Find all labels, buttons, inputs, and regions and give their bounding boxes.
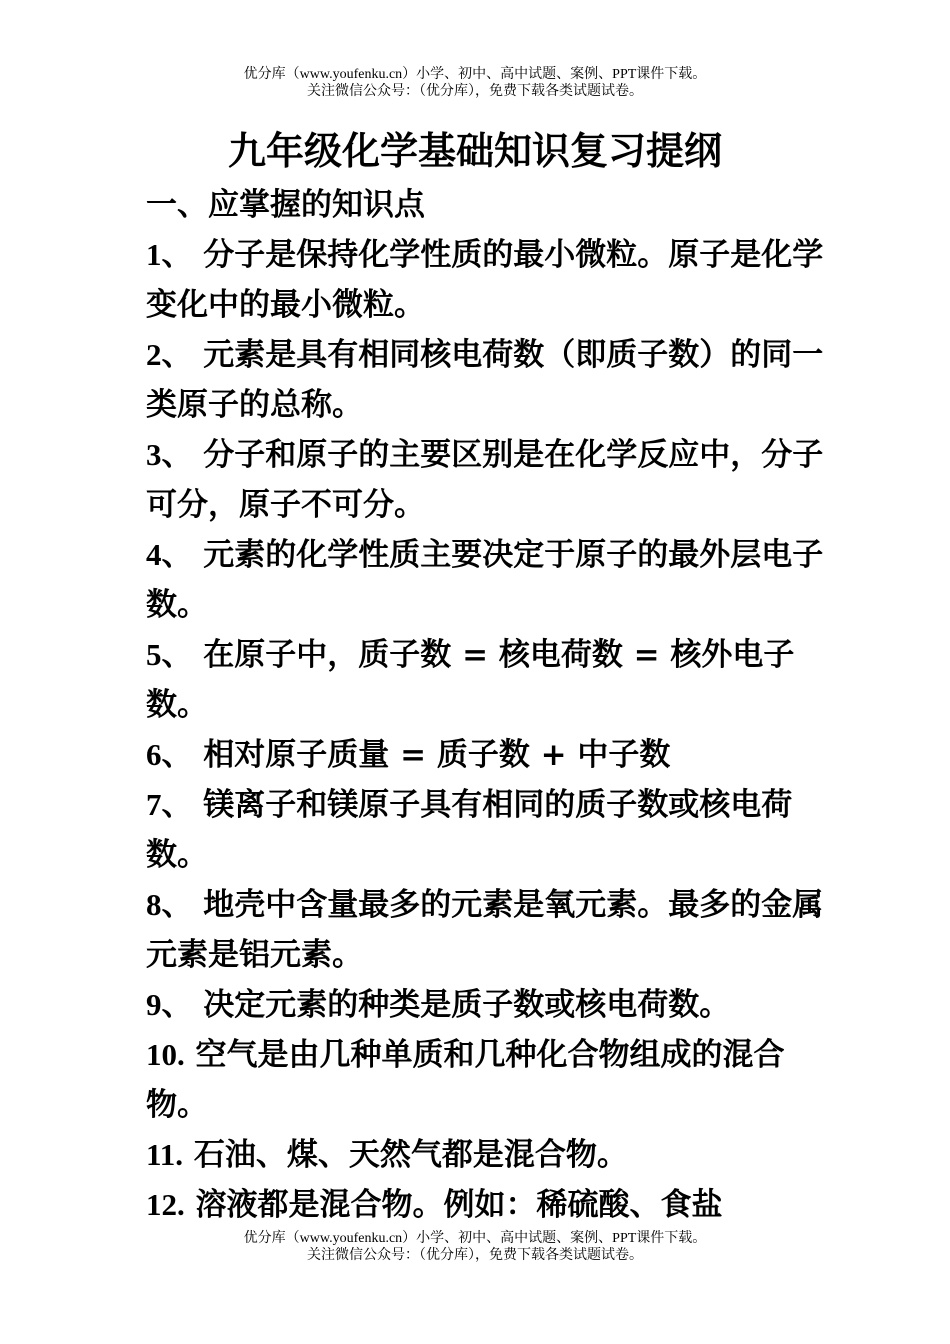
list-item: [146, 980, 836, 1030]
item-text: 元素的化学性质主要决定于原子的最外层电子数。: [146, 537, 824, 623]
item-number: 9、: [146, 987, 193, 1022]
item-number: 8、: [146, 887, 193, 922]
section-heading: 一、应掌握的知识点: [146, 187, 425, 223]
item-text: 分子和原子的主要区别是在化学反应中，分子可分，原子不可分。: [146, 437, 824, 523]
item-number: 6、: [146, 737, 193, 772]
list-item: [146, 1180, 836, 1230]
item-number: 4、: [146, 537, 193, 572]
list-item: [146, 530, 836, 630]
item-text: 镁离子和镁原子具有相同的质子数或核电荷数。: [146, 787, 793, 873]
item-number: 5、: [146, 637, 193, 672]
page-header: [0, 66, 950, 100]
item-number: 7、: [146, 787, 193, 822]
list-item: [146, 730, 836, 780]
document-title: 九年级化学基础知识复习提纲: [227, 128, 722, 173]
item-text: 决定元素的种类是质子数或核电荷数。: [192, 987, 731, 1023]
item-text: 石油、煤、天然气都是混合物。: [183, 1137, 628, 1173]
item-text: 在原子中，质子数 = 核电荷数 = 核外电子数。: [146, 637, 795, 723]
item-text: 溶液都是混合物。例如：稀硫酸、食盐: [184, 1187, 723, 1223]
item-number: 3、: [146, 437, 193, 472]
footer-line-2: 关注微信公众号：（优分库），免费下载各类试题试卷。: [307, 1248, 643, 1263]
document-body: [146, 180, 836, 1230]
item-number: 2、: [146, 337, 193, 372]
item-number: 10.: [146, 1037, 185, 1072]
list-item: [146, 630, 836, 730]
header-line-1: 优分库（www.youfenku.cn）小学、初中、高中试题、案例、PPT课件下载。: [243, 67, 707, 82]
list-item: [146, 1030, 836, 1130]
item-text: 元素是具有相同核电荷数（即质子数）的同一类原子的总称。: [146, 337, 824, 423]
list-item: [146, 230, 836, 330]
list-item: [146, 1130, 836, 1180]
list-item: [146, 430, 836, 530]
item-text: 地壳中含量最多的元素是氧元素。最多的金属元素是铝元素。: [146, 887, 824, 973]
item-text: 分子是保持化学性质的最小微粒。原子是化学变化中的最小微粒。: [146, 237, 824, 323]
list-item: [146, 780, 836, 880]
footer-line-1: 优分库（www.youfenku.cn）小学、初中、高中试题、案例、PPT课件下载。: [243, 1231, 707, 1246]
page-footer: [0, 1230, 950, 1264]
item-number: 12.: [146, 1187, 185, 1222]
header-line-2: 关注微信公众号：（优分库），免费下载各类试题试卷。: [307, 84, 643, 99]
list-item: [146, 330, 836, 430]
item-text: 空气是由几种单质和几种化合物组成的混合物。: [146, 1037, 785, 1123]
item-number: 11.: [146, 1137, 184, 1172]
list-item: [146, 880, 836, 980]
item-number: 1、: [146, 237, 193, 272]
item-text: 相对原子质量 = 质子数 + 中子数: [192, 737, 671, 773]
